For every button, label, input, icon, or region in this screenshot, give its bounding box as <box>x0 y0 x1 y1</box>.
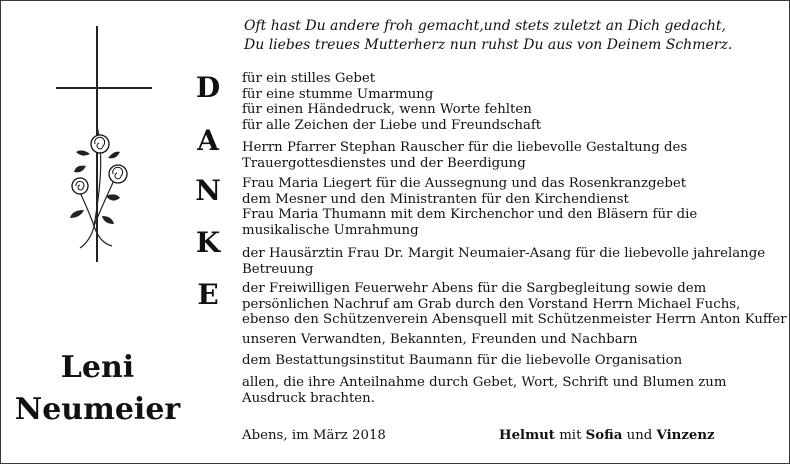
thanks-block-8 <box>242 375 782 406</box>
thanks-line: der Freiwilligen Feuerwehr Abens für die Sargbegleitung sowie dem <box>242 281 707 296</box>
thanks-block-3 <box>242 176 782 238</box>
deceased-last-name: Neumeier <box>14 392 181 427</box>
thanks-line: Frau Maria Thumann mit dem Kirchenchor und den Bläsern für die <box>242 207 698 222</box>
thanks-line: musikalische Umrahmung <box>242 222 419 238</box>
danke-letter-a: A <box>197 124 219 157</box>
thanks-line: für eine stumme Umarmung <box>242 86 434 102</box>
thanks-block-4 <box>242 246 782 277</box>
thanks-line: ebenso den Schützenverein Abensquell mit Schützenmeister Herrn Anton Kuffer <box>242 312 787 327</box>
thanks-line: dem Bestattungsinstitut Baumann für die liebevolle Organisation <box>242 353 683 368</box>
motto-line-2: Du liebes treues Mutterherz nun ruhst Du aus von Deinem Schmerz. <box>244 37 733 53</box>
thanks-line: für alle Zeichen der Liebe und Freundschaft <box>242 117 542 133</box>
thanks-block-1 <box>242 71 782 133</box>
danke-letter-e: E <box>197 278 219 311</box>
danke-letter-k: K <box>195 226 221 259</box>
place-date: Abens, im März 2018 <box>242 428 386 443</box>
family-signature <box>499 428 715 443</box>
thanks-line: Herrn Pfarrer Stephan Rauscher für die liebevolle Gestaltung des <box>242 140 688 155</box>
signer-conjunction-2: und <box>626 428 653 443</box>
thanks-block-5 <box>242 281 787 328</box>
thanks-line: Ausdruck brachten. <box>242 390 375 406</box>
signer-name-2: Sofia <box>585 428 623 443</box>
signer-name-1: Helmut <box>499 428 555 443</box>
signer-conjunction-1: mit <box>559 428 582 443</box>
danke-letter-n: N <box>195 174 221 207</box>
cross-with-roses-icon <box>54 26 154 262</box>
thanks-line: für einen Händedruck, wenn Worte fehlten <box>242 102 532 117</box>
deceased-first-name: Leni <box>60 350 135 385</box>
motto-line-1: Oft hast Du andere froh gemacht,und stets zuletzt an Dich gedacht, <box>244 18 727 34</box>
thanks-block-6 <box>242 332 782 348</box>
thanks-line: allen, die ihre Anteilnahme durch Gebet, Wort, Schrift und Blumen zum <box>242 375 727 390</box>
thanks-line: dem Mesner und den Ministranten für den Kirchendienst <box>242 191 629 207</box>
thanks-block-2 <box>242 140 782 171</box>
thanks-line: der Hausärztin Frau Dr. Margit Neumaier-Asang für die liebevolle jahrelange <box>242 246 766 261</box>
thanks-line: Betreuung <box>242 261 314 277</box>
motto-verse <box>244 17 784 55</box>
thanks-line: unseren Verwandten, Bekannten, Freunden und Nachbarn <box>242 332 638 347</box>
thanks-line: für ein stilles Gebet <box>242 71 376 86</box>
thanks-line: persönlichen Nachruf am Grab durch den Vorstand Herrn Michael Fuchs, <box>242 296 741 312</box>
thanks-line: Frau Maria Liegert für die Aussegnung und das Rosenkranzgebet <box>242 176 687 191</box>
signer-name-3: Vinzenz <box>656 428 715 443</box>
thanks-line: Trauergottesdienstes und der Beerdigung <box>242 155 526 171</box>
thanks-block-7 <box>242 353 782 369</box>
danke-letter-d: D <box>195 71 221 104</box>
